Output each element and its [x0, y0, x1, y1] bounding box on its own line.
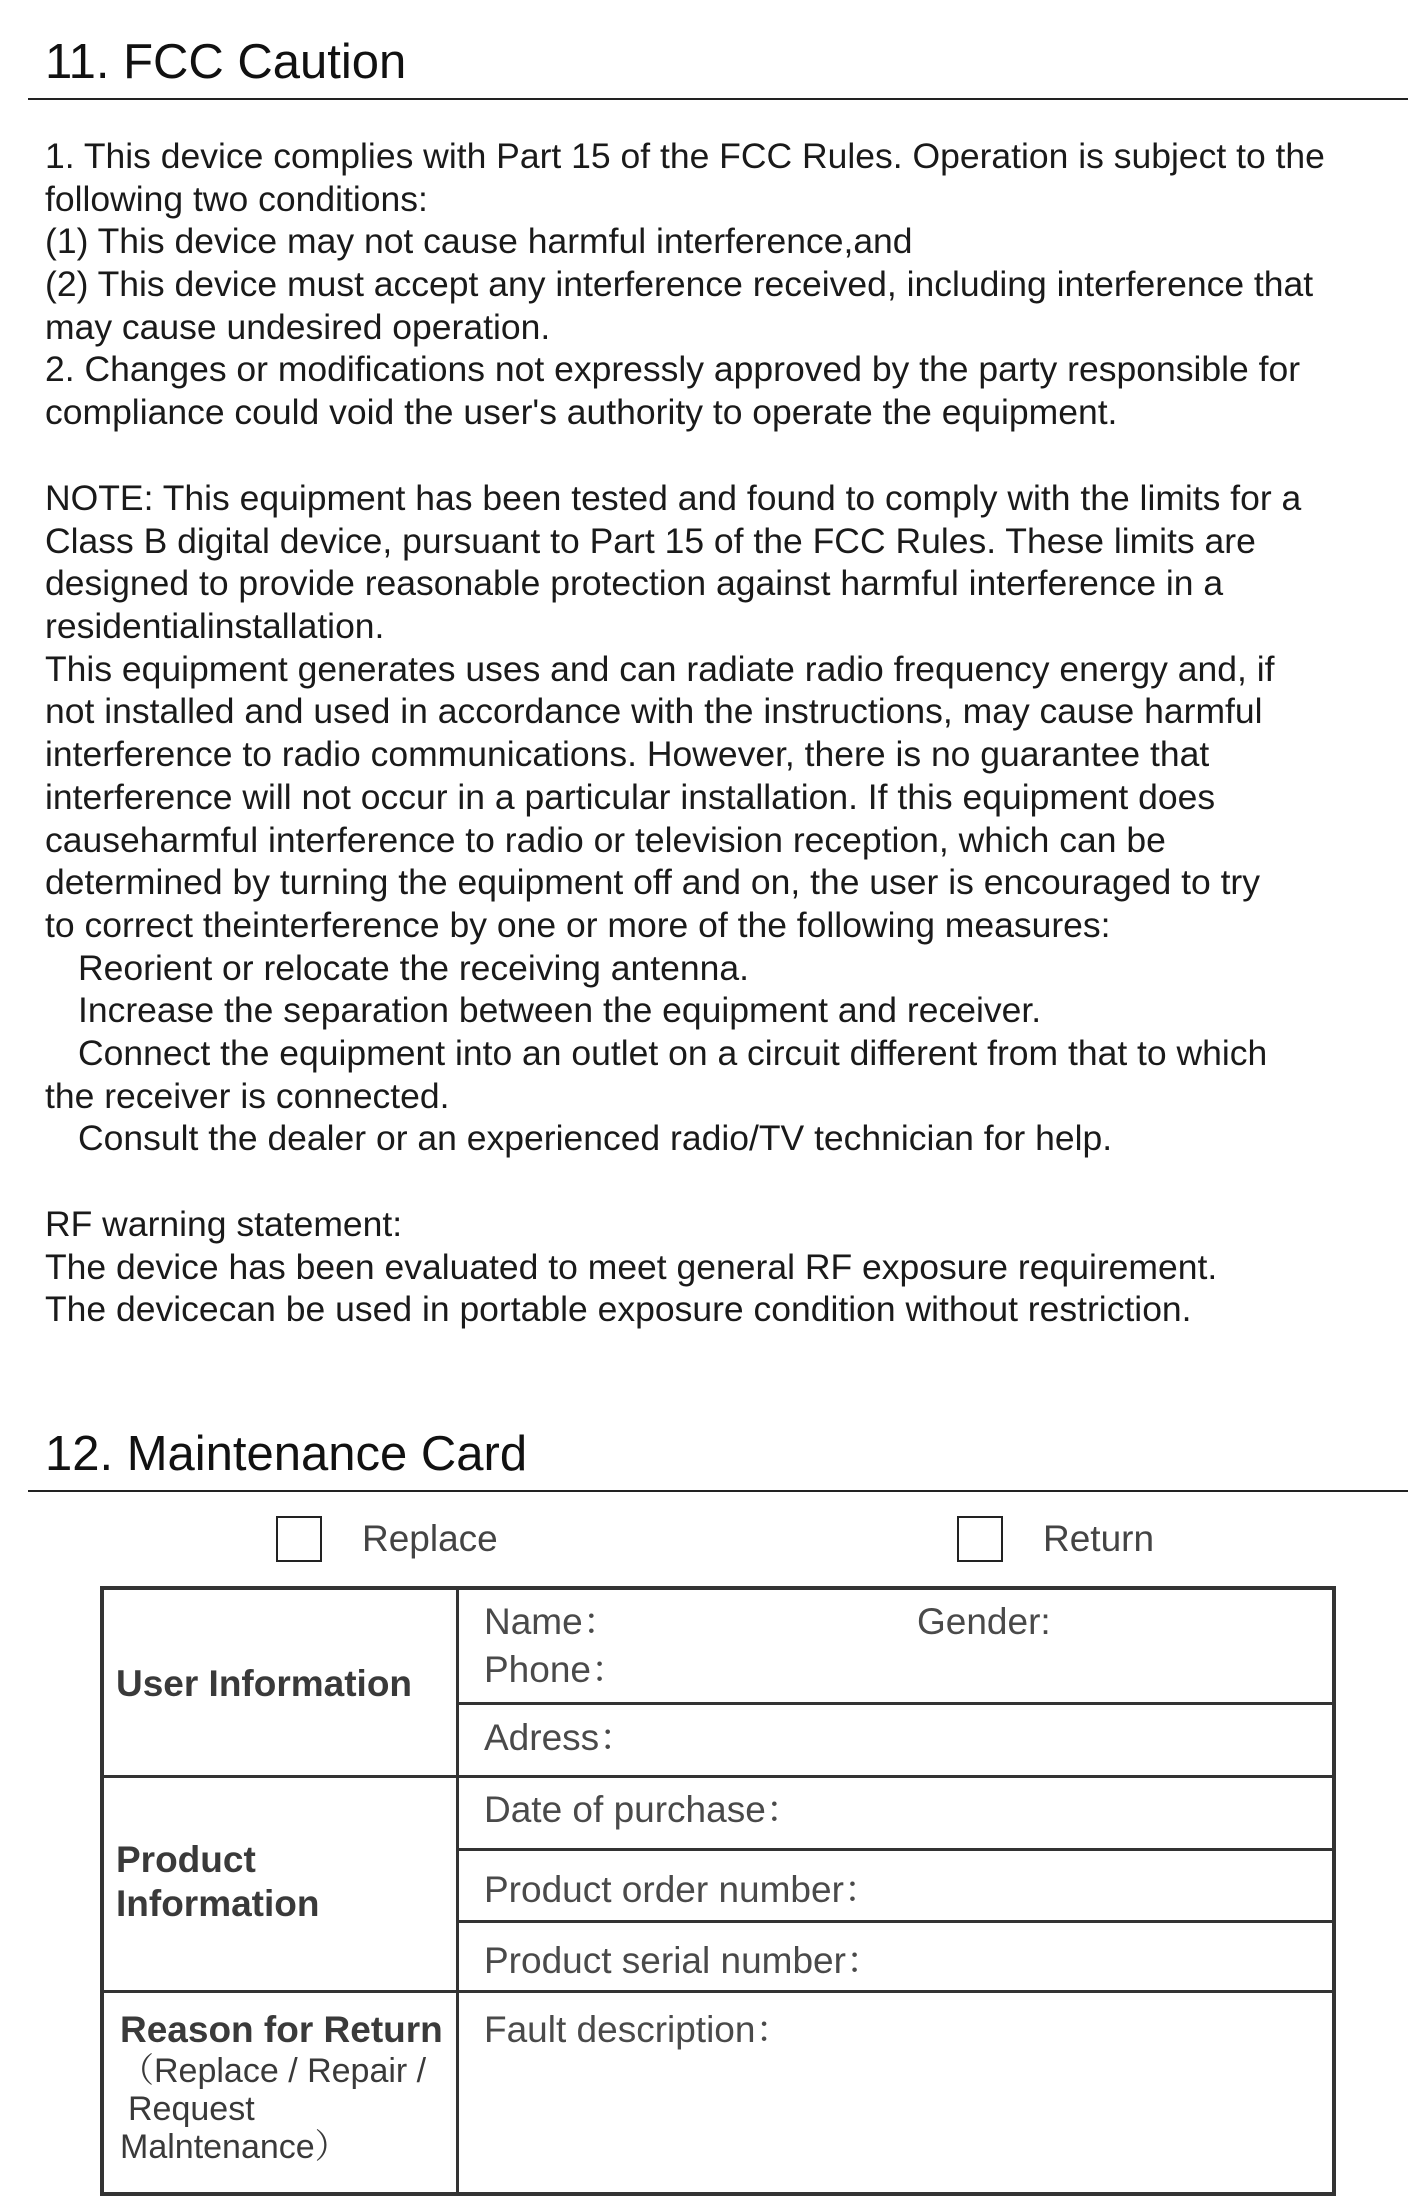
maintenance-card-table	[100, 1586, 1336, 2196]
reason-title: Reason for Return	[120, 2009, 443, 2050]
gender-field[interactable]: Gender:	[917, 1601, 1051, 1642]
user-info-heading: User Information	[116, 1663, 413, 1704]
return-option[interactable]	[957, 1516, 1154, 1562]
address-field[interactable]: Adress：	[484, 1717, 637, 1758]
fault-description-field[interactable]: Fault description：	[484, 2009, 793, 2050]
section-divider	[104, 1990, 1332, 1993]
measure-item: Increase the separation between the equipment and receiver.	[78, 990, 1042, 1031]
text-line: designed to provide reasonable protection against harmful interference in a	[45, 563, 1224, 604]
replace-checkbox[interactable]	[276, 1516, 322, 1562]
return-label: Return	[1043, 1518, 1155, 1559]
product-info-line: Information	[116, 1883, 320, 1924]
maintenance-card-title: 12. Maintenance Card	[45, 1427, 528, 1481]
text-line: following two conditions:	[45, 178, 428, 219]
text-line: interference to radio communications. However, there is no guarantee that	[45, 734, 1210, 775]
text-line: not installed and used in accordance with the instructions, may cause harmful	[45, 691, 1263, 732]
order-number-field[interactable]: Product order number：	[484, 1869, 881, 1910]
reason-heading	[120, 2008, 450, 2166]
row-divider	[456, 1920, 1332, 1923]
text-line: causeharmful interference to radio or television reception, which can be	[45, 819, 1166, 860]
text-line: The device has been evaluated to meet general RF exposure requirement.	[45, 1246, 1218, 1287]
text-line: the receiver is connected.	[45, 1075, 450, 1116]
text-line: Class B digital device, pursuant to Part 15 of the FCC Rules. These limits are	[45, 520, 1256, 561]
text-line: The devicecan be used in portable exposure condition without restriction.	[45, 1289, 1192, 1330]
product-info-heading	[116, 1838, 446, 1926]
text-line: interference will not occur in a particular installation. If this equipment does	[45, 776, 1216, 817]
row-divider	[456, 1848, 1332, 1851]
text-line: This equipment generates uses and can radiate radio frequency energy and, if	[45, 648, 1275, 689]
serial-number-field[interactable]: Product serial number：	[484, 1940, 883, 1981]
text-line: (2) This device must accept any interference received, including interference that	[45, 264, 1314, 305]
measure-item: Connect the equipment into an outlet on a circuit different from that to which	[78, 1032, 1268, 1073]
reason-subtext: （Replace / Repair /	[120, 2052, 427, 2090]
fcc-section-title: 11. FCC Caution	[45, 35, 407, 89]
row-divider	[456, 1702, 1332, 1705]
text-line: 1. This device complies with Part 15 of the FCC Rules. Operation is subject to the	[45, 136, 1325, 176]
fcc-compliance-paragraph	[45, 135, 1413, 434]
phone-field[interactable]: Phone：	[484, 1649, 628, 1690]
replace-label: Replace	[362, 1518, 498, 1559]
text-line: 2. Changes or modifications not expressly approved by the party responsible for	[45, 349, 1301, 390]
replace-option[interactable]	[276, 1516, 498, 1562]
text-line: residentialinstallation.	[45, 606, 385, 647]
measure-item: Consult the dealer or an experienced radio/TV technician for help.	[78, 1118, 1113, 1159]
rf-warning-heading: RF warning statement:	[45, 1204, 403, 1244]
section-divider	[104, 1775, 1332, 1778]
text-line: to correct theinterference by one or more of the following measures:	[45, 904, 1111, 945]
measure-item: Reorient or relocate the receiving antenna.	[78, 947, 749, 988]
fcc-note-paragraph	[45, 477, 1413, 1160]
maintenance-title-divider	[28, 1490, 1408, 1492]
fcc-title-divider	[28, 98, 1408, 100]
column-divider	[456, 1590, 459, 2192]
purchase-date-field[interactable]: Date of purchase：	[484, 1789, 803, 1830]
text-line: compliance could void the user's authority to operate the equipment.	[45, 392, 1118, 433]
text-line: (1) This device may not cause harmful interference,and	[45, 221, 913, 262]
reason-subtext: Request	[128, 2090, 255, 2128]
product-info-line: Product	[116, 1839, 256, 1880]
rf-warning-paragraph	[45, 1203, 1413, 1331]
text-line: determined by turning the equipment off and on, the user is encouraged to try	[45, 862, 1261, 903]
return-checkbox[interactable]	[957, 1516, 1003, 1562]
name-field[interactable]: Name：	[484, 1601, 620, 1642]
text-line: may cause undesired operation.	[45, 306, 551, 347]
text-line: NOTE: This equipment has been tested and found to comply with the limits for a	[45, 478, 1302, 518]
reason-subtext: Malntenance）	[120, 2128, 349, 2166]
